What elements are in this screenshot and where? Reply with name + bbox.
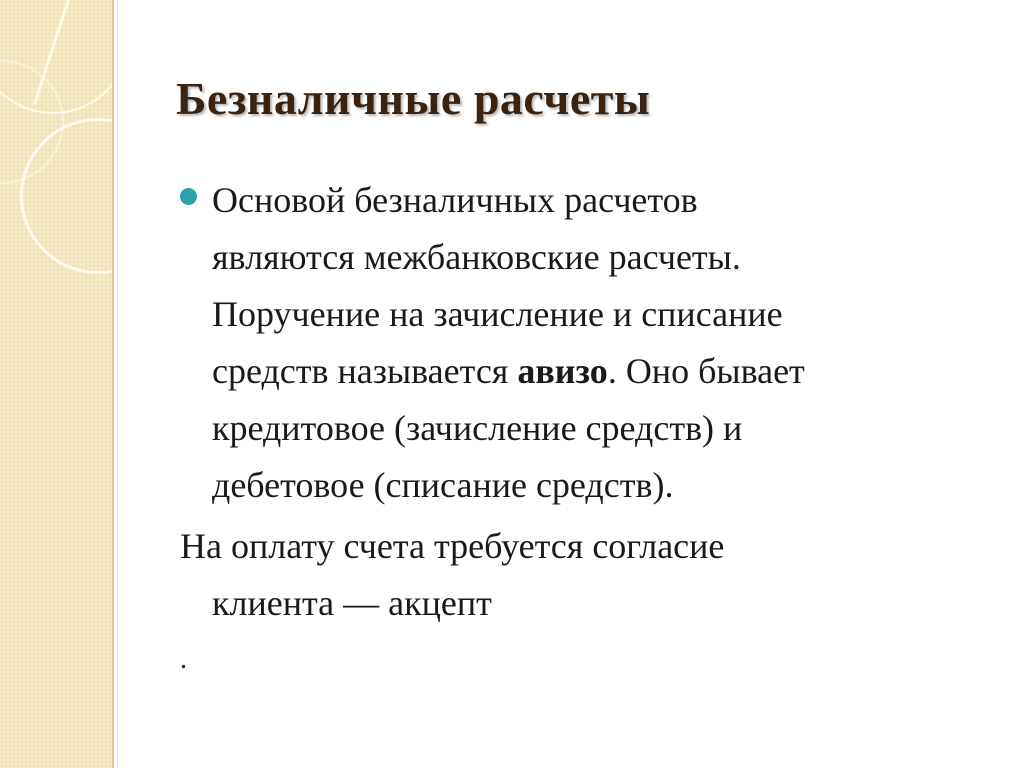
term-aviso: авизо [517, 351, 608, 391]
trailing-dot: . [180, 644, 187, 675]
text-line: . Оно бывает [607, 351, 805, 391]
bullet-item [180, 172, 990, 514]
side-divider [117, 0, 118, 768]
text-line: клиента — акцепт [212, 583, 492, 623]
decorative-side-band [0, 0, 112, 768]
text-line: Основой безналичных расчетов [212, 180, 698, 220]
slide-title: Безналичные расчеты [176, 73, 651, 124]
bullet-text [212, 172, 990, 514]
paragraph-acceptance [180, 518, 990, 632]
text-line: дебетовое (списание средств). [212, 465, 674, 505]
bullet-icon [180, 188, 197, 205]
text-line: кредитовое (зачисление средств) и [212, 408, 743, 448]
slide-content [180, 172, 990, 678]
text-line: являются межбанковские расчеты. [212, 237, 741, 277]
text-line: На оплату счета требуется согласие [180, 526, 725, 566]
text-line: средств называется [212, 351, 518, 391]
side-divider [112, 0, 114, 768]
text-line: Поручение на зачисление и списание [212, 294, 783, 334]
